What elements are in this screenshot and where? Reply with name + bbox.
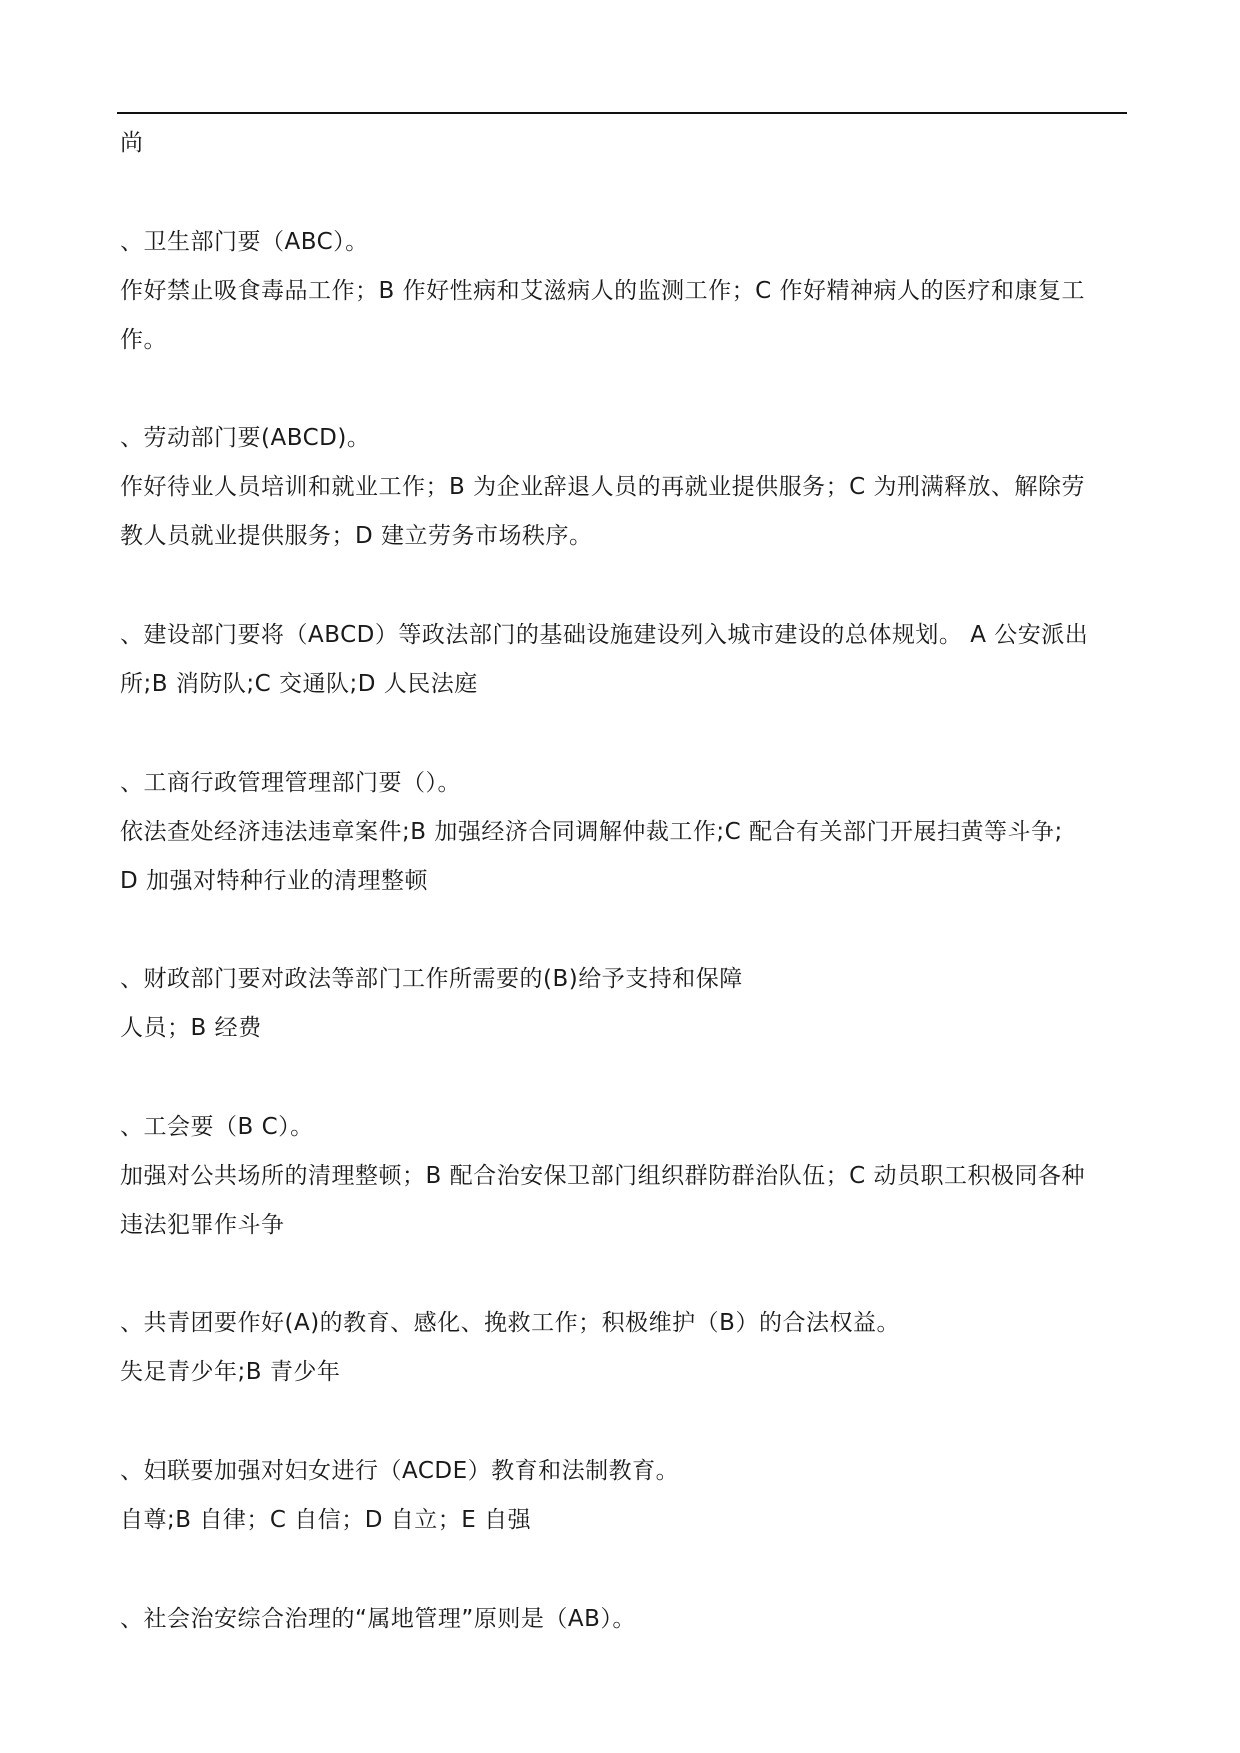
question-line: 、工会要（B C）。 xyxy=(120,1114,314,1140)
answer-line: 人员；B 经费 xyxy=(120,1015,262,1041)
question-line: 、共青团要作好(A)的教育、感化、挽救工作；积极维护（B）的合法权益。 xyxy=(120,1310,900,1336)
answer-line: 依法查处经济违法违章案件;B 加强经济合同调解仲裁工作;C 配合有关部门开展扫黄等斗争; xyxy=(120,819,1063,845)
answer-line: 违法犯罪作斗争 xyxy=(120,1212,285,1238)
text-line: 尚 xyxy=(120,130,144,156)
question-line: 、卫生部门要（ABC）。 xyxy=(120,229,369,255)
answer-line: 作好禁止吸食毒品工作；B 作好性病和艾滋病人的监测工作；C 作好精神病人的医疗和康复工 xyxy=(120,278,1085,304)
question-line: 、劳动部门要(ABCD)。 xyxy=(120,425,371,451)
question-line: 、财政部门要对政法等部门工作所需要的(B)给予支持和保障 xyxy=(120,966,743,992)
question-line: 、工商行政管理管理部门要（）。 xyxy=(120,770,461,796)
answer-line: 所;B 消防队;C 交通队;D 人民法庭 xyxy=(120,671,478,697)
answer-line: 失足青少年;B 青少年 xyxy=(120,1359,341,1385)
answer-line: 作。 xyxy=(120,327,167,353)
answer-line: D 加强对特种行业的清理整顿 xyxy=(120,868,429,894)
answer-line: 教人员就业提供服务；D 建立劳务市场秩序。 xyxy=(120,523,593,549)
answer-line: 加强对公共场所的清理整顿；B 配合治安保卫部门组织群防群治队伍；C 动员职工积极同各种 xyxy=(120,1163,1085,1189)
answer-line: 自尊;B 自律；C 自信；D 自立；E 自强 xyxy=(120,1507,532,1533)
header-rule xyxy=(117,112,1127,114)
answer-line: 作好待业人员培训和就业工作；B 为企业辞退人员的再就业提供服务；C 为刑满释放、解除劳 xyxy=(120,474,1085,500)
question-line: 、社会治安综合治理的“属地管理”原则是（AB）。 xyxy=(120,1606,636,1632)
question-line: 、建设部门要将（ABCD）等政法部门的基础设施建设列入城市建设的总体规划。 A 公安派出 xyxy=(120,622,1089,648)
question-line: 、妇联要加强对妇女进行（ACDE）教育和法制教育。 xyxy=(120,1458,680,1484)
